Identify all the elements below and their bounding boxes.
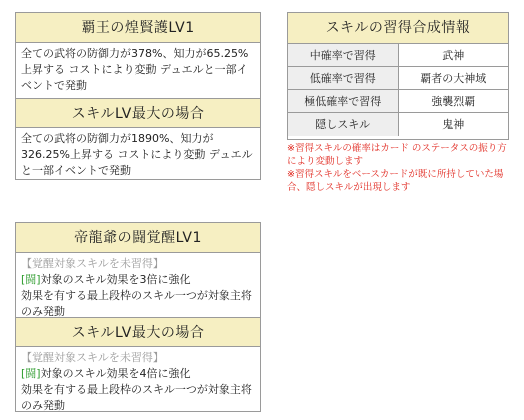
table-row [288,90,508,113]
row-label: 極低確率で習得 [288,90,398,113]
awaken-condition: 【覚醒対象スキルを未習得】 [21,257,164,270]
effect-line [21,272,255,288]
skill-description [16,253,260,317]
table-row [288,67,508,90]
effect-line [21,366,255,382]
max-level-title: スキルLV最大の場合 [16,98,260,128]
row-value: 武神 [398,44,508,67]
row-value: 鬼神 [398,113,508,136]
max-level-description: 全ての武将の防御力が1890%、知力が326.25%上昇する コストにより変動 デュエルと一部イベントで発動 [21,132,253,177]
row-label: 中確率で習得 [288,44,398,67]
skill-title: 覇王の煌賢護LV1 [16,13,260,43]
skill-description: 全ての武将の防御力が378%、知力が65.25%上昇する コストにより変動 デュエルと一部イベントで発動 [21,47,249,92]
awaken-condition: 【覚醒対象スキルを未習得】 [21,351,164,364]
effect-text: 対象のスキル効果を4倍に強化 [40,367,191,380]
row-value: 強襲烈覇 [398,90,508,113]
combat-tag: [闘] [21,273,41,286]
synthesis-table [288,43,508,136]
max-level-description [16,347,260,417]
max-level-title: スキルLV最大の場合 [16,317,260,347]
combat-tag: [闘] [21,367,41,380]
effect-detail: 効果を有する最上段枠のスキル一つが対象主将のみ発動 [21,289,252,318]
row-label: 隠しスキル [288,113,398,136]
table-row [288,44,508,67]
hidden-skill-note: ※習得スキルをベースカードが既に所持していた場合、隠しスキルが出現します [287,169,504,193]
row-label: 低確率で習得 [288,67,398,90]
effect-detail: 効果を有する最上段枠のスキル一つが対象主将のみ発動 [21,383,252,412]
table-row [288,113,508,136]
skill-title: 帝龍爺の闘覚醒LV1 [16,223,260,253]
row-value: 覇者の大神域 [398,67,508,90]
synthesis-title: スキルの習得合成情報 [288,13,508,43]
skill-card-2 [15,222,261,412]
effect-text: 対象のスキル効果を3倍に強化 [40,273,191,286]
skill-card-1 [15,12,261,180]
probability-note: ※習得スキルの確率はカード のステータスの振り方により変動します [287,143,507,167]
synthesis-info-card [287,12,509,140]
